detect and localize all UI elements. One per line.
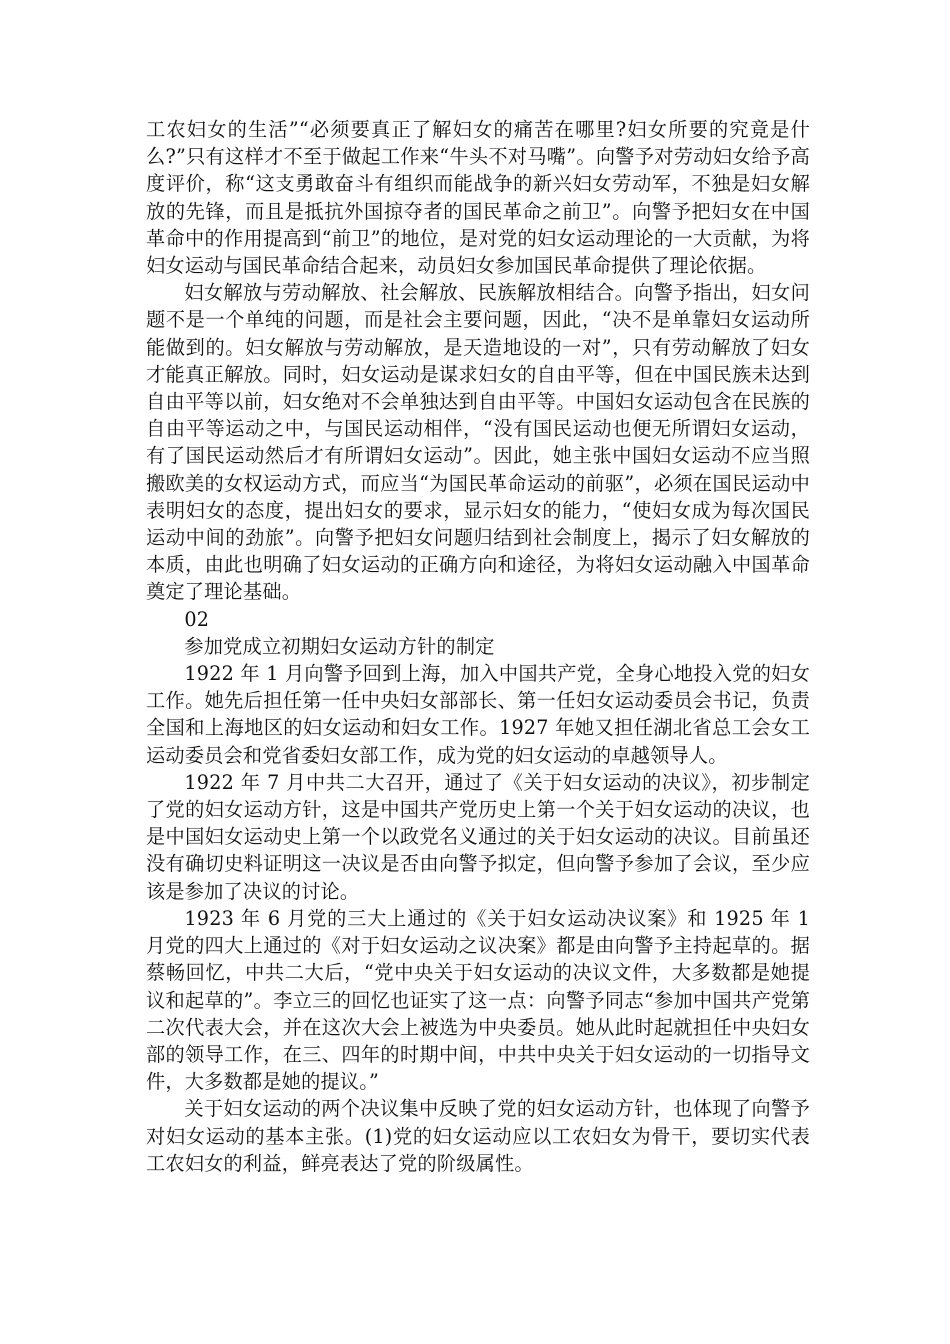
- body-paragraph: 1923 年 6 月党的三大上通过的《关于妇女运动决议案》和 1925 年 1 月党的四大上通过的《对于妇女运动之议决案》都是由向警予主持起草的。据蔡畅回忆，中共二大后，“党中央关于妇女运动的决议文件，大多数都是她提议和起草的”。李立三的回忆也证实了这一点：向警予同志“参加中国共产党第二次代表大会，并在这次大会上被选为中央委员。她从此时起就担任中央妇女部的领导工作，在三、四年的时期中间，中共中央关于妇女运动的一切指导文件，大多数都是她的提议。”: [146, 906, 810, 1094]
- body-paragraph: 1922 年 7 月中共二大召开，通过了《关于妇女运动的决议》，初步制定了党的妇女运动方针，这是中国共产党历史上第一个关于妇女运动的决议，也是中国妇女运动史上第一个以政党名义通过的关于妇女运动的决议。目前虽还没有确切史料证明这一决议是否由向警予拟定，但向警予参加了会议，至少应该是参加了决议的讨论。: [146, 770, 810, 903]
- section-number: 02: [184, 607, 210, 631]
- section-heading: 参加党成立初期妇女运动方针的制定: [184, 634, 495, 658]
- body-paragraph: 工农妇女的生活”“必须要真正了解妇女的痛苦在哪里?妇女所要的究竟是什么?”只有这样才不至于做起工作来“牛头不对马嘴”。向警予对劳动妇女给予高度评价，称“这支勇敢奋斗有组织而能战争的新兴妇女劳动军，不独是妇女解放的先锋，而且是抵抗外国掠夺者的国民革命之前卫”。向警予把妇女在中国革命中的作用提高到“前卫”的地位，是对党的妇女运动理论的一大贡献，为将妇女运动与国民革命结合起来，动员妇女参加国民革命提供了理论依据。: [146, 118, 810, 278]
- body-paragraph: 1922 年 1 月向警予回到上海，加入中国共产党，全身心地投入党的妇女工作。她先后担任第一任中央妇女部部长、第一任妇女运动委员会书记，负责全国和上海地区的妇女运动和妇女工作。1927 年她又担任湖北省总工会女工运动委员会和党省委妇女部工作，成为党的妇女运动的卓越领导人。: [146, 662, 810, 767]
- document-page: [146, 116, 810, 1177]
- body-paragraph: 妇女解放与劳动解放、社会解放、民族解放相结合。向警予指出，妇女问题不是一个单纯的问题，而是社会主要问题，因此，“决不是单靠妇女运动所能做到的。妇女解放与劳动解放，是天造地设的一对”，只有劳动解放了妇女才能真正解放。同时，妇女运动是谋求妇女的自由平等，但在中国民族未达到自由平等以前，妇女绝对不会单独达到自由平等。中国妇女运动包含在民族的自由平等运动之中，与国民运动相伴，“没有国民运动也便无所谓妇女运动，有了国民运动然后才有所谓妇女运动”。因此，她主张中国妇女运动不应当照搬欧美的女权运动方式，而应当“为国民革命运动的前驱”，必须在国民运动中表明妇女的态度，提出妇女的要求，显示妇女的能力，“使妇女成为每次国民运动中间的劲旅”。向警予把妇女问题归结到社会制度上，揭示了妇女解放的本质，由此也明确了妇女运动的正确方向和途径，为将妇女运动融入中国革命奠定了理论基础。: [146, 281, 810, 604]
- body-paragraph: 关于妇女运动的两个决议集中反映了党的妇女运动方针，也体现了向警予对妇女运动的基本主张。(1)党的妇女运动应以工农妇女为骨干，要切实代表工农妇女的利益，鲜亮表达了党的阶级属性。: [146, 1097, 810, 1175]
